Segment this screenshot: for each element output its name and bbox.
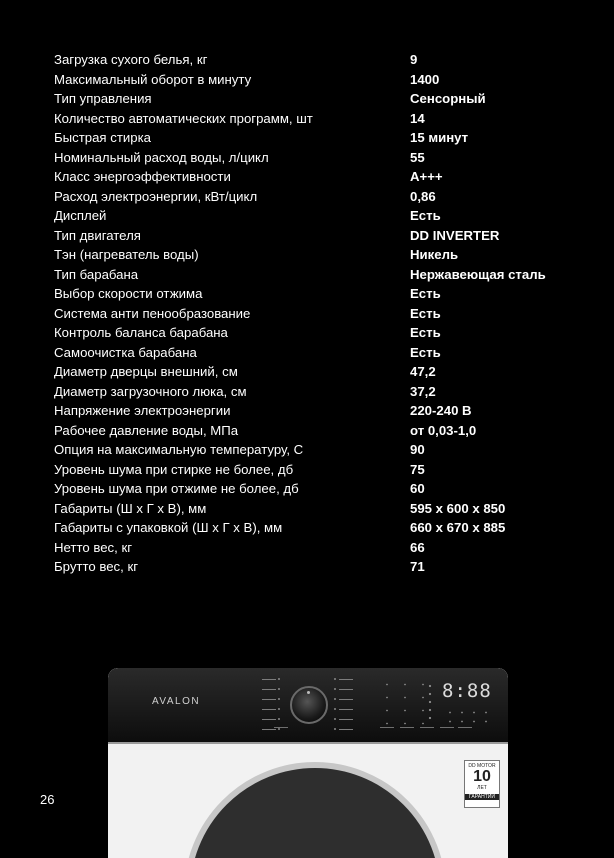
- spec-label: Тип управления: [54, 91, 152, 106]
- spec-value: Есть: [410, 208, 441, 223]
- spec-label: Диаметр дверцы внешний, см: [54, 364, 238, 379]
- spec-row: [54, 440, 574, 460]
- spec-label: Напряжение электроэнергии: [54, 403, 231, 418]
- spec-label: Дисплей: [54, 208, 107, 223]
- spec-row: [54, 167, 574, 187]
- spec-row: [54, 284, 574, 304]
- spec-label: Габариты с упаковкой (Ш х Г х В), мм: [54, 520, 283, 535]
- spec-value: Нержавеющая сталь: [410, 266, 546, 282]
- spec-value: 9: [410, 52, 418, 67]
- spec-row: [54, 479, 574, 499]
- spec-label: Диаметр загрузочного люка, см: [54, 383, 247, 399]
- spec-row: [54, 499, 574, 519]
- display-icons: [426, 682, 434, 722]
- spec-value: 37,2: [410, 383, 436, 399]
- spec-value: 47,2: [410, 364, 436, 379]
- spec-value: 660 х 670 х 885: [410, 520, 506, 535]
- spec-label: Номинальный расход воды, л/цикл: [54, 149, 269, 165]
- spec-label: Уровень шума при стирке не более, дб: [54, 461, 294, 477]
- page-number: 26: [40, 792, 55, 807]
- spec-label: Самоочистка барабана: [54, 344, 197, 360]
- spec-row: [54, 421, 574, 441]
- spec-label: Класс энергоэффективности: [54, 169, 231, 184]
- spec-label: Расход электроэнергии, кВт/цикл: [54, 188, 258, 204]
- spec-label: Выбор скорости отжима: [54, 286, 203, 301]
- spec-label: Габариты (Ш х Г х В), мм: [54, 500, 207, 516]
- spec-label: Брутто вес, кг: [54, 559, 139, 574]
- spec-row: [54, 226, 574, 246]
- spec-row: [54, 362, 574, 382]
- button-labels: [108, 724, 508, 738]
- spec-value: Никель: [410, 247, 459, 262]
- spec-row: [54, 460, 574, 480]
- spec-value: Сенсорный: [410, 91, 486, 106]
- spec-label: Нетто вес, кг: [54, 539, 133, 555]
- spec-label: Опция на максимальную температуру, С: [54, 442, 304, 457]
- spec-label: Максимальный оборот в минуту: [54, 71, 252, 87]
- spec-value: 220-240 В: [410, 403, 472, 418]
- spec-value: 71: [410, 559, 425, 574]
- spec-row: [54, 206, 574, 226]
- brand-logo: AVALON: [152, 696, 201, 707]
- machine-door: [184, 762, 446, 858]
- spec-row: [54, 265, 574, 285]
- spec-row: [54, 128, 574, 148]
- spec-row: [54, 343, 574, 363]
- spec-label: Уровень шума при отжиме не более, дб: [54, 481, 299, 496]
- control-panel: [108, 668, 508, 744]
- spec-label: Рабочее давление воды, МПа: [54, 422, 239, 438]
- spec-label: Тэн (нагреватель воды): [54, 247, 199, 262]
- spec-value: Есть: [410, 305, 441, 321]
- digital-display: 8:88: [442, 680, 492, 702]
- spec-value: от 0,03-1,0: [410, 422, 477, 438]
- spec-row: [54, 148, 574, 168]
- washing-machine-image: [108, 668, 508, 858]
- badge-bottom: ГАРАНТИИ: [465, 794, 499, 800]
- spec-value: 0,86: [410, 188, 436, 204]
- spec-label: Быстрая стирка: [54, 130, 151, 145]
- spec-label: Система анти пенообразование: [54, 305, 251, 321]
- badge-top: DD MOTOR: [468, 763, 496, 769]
- spec-row: [54, 518, 574, 538]
- spec-label: Загрузка сухого белья, кг: [54, 52, 208, 67]
- spec-value: 1400: [410, 71, 440, 87]
- warranty-badge: [464, 760, 500, 808]
- spec-row: [54, 401, 574, 421]
- spec-label: Тип двигателя: [54, 227, 141, 243]
- badge-number: 10: [473, 768, 491, 785]
- spec-value: 55: [410, 149, 425, 165]
- spec-value: Есть: [410, 325, 441, 340]
- spec-table: [54, 50, 574, 577]
- badge-sub: ЛЕТ: [477, 785, 487, 791]
- spec-label: Контроль баланса барабана: [54, 325, 228, 340]
- spec-row: [54, 323, 574, 343]
- spec-value: DD INVERTER: [410, 227, 500, 243]
- spec-value: 66: [410, 539, 425, 555]
- program-knob: [290, 686, 328, 724]
- spec-row: [54, 557, 574, 577]
- spec-row: [54, 538, 574, 558]
- spec-value: 75: [410, 461, 425, 477]
- spec-value: Есть: [410, 286, 441, 301]
- spec-value: 60: [410, 481, 425, 496]
- spec-row: [54, 109, 574, 129]
- spec-value: 90: [410, 442, 425, 457]
- spec-value: Есть: [410, 344, 441, 360]
- spec-value: 14: [410, 110, 425, 126]
- spec-row: [54, 89, 574, 109]
- spec-row: [54, 50, 574, 70]
- spec-row: [54, 187, 574, 207]
- spec-label: Количество автоматических программ, шт: [54, 110, 313, 126]
- spec-value: 15 минут: [410, 130, 469, 145]
- spec-row: [54, 304, 574, 324]
- spec-value: 595 х 600 х 850: [410, 500, 506, 516]
- spec-row: [54, 70, 574, 90]
- spec-row: [54, 382, 574, 402]
- spec-label: Тип барабана: [54, 266, 139, 282]
- spec-value: A+++: [410, 169, 443, 184]
- spec-row: [54, 245, 574, 265]
